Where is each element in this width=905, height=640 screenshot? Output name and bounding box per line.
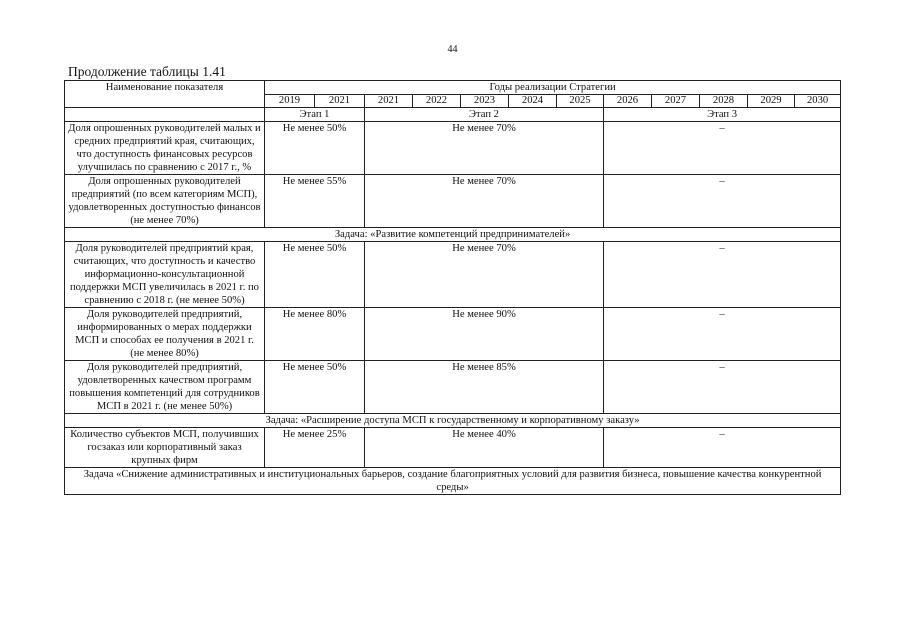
year-cell: 2023 [461, 95, 509, 108]
indicator-name: Доля опрошенных руководителей предприятий (по всем категориям МСП), удовлетворенных доступностью финансов (не менее 70%) [65, 175, 265, 228]
table-row [65, 122, 841, 175]
year-cell: 2024 [509, 95, 557, 108]
table-row [65, 242, 841, 308]
stage3-value: – [604, 361, 841, 414]
stage1-value: Не менее 50% [265, 242, 365, 308]
table-row [65, 175, 841, 228]
year-cell: 2026 [604, 95, 652, 108]
stage-1: Этап 1 [265, 108, 365, 122]
task-row [65, 414, 841, 428]
stage2-value: Не менее 70% [365, 122, 604, 175]
stage-2: Этап 2 [365, 108, 604, 122]
stage1-value: Не менее 25% [265, 428, 365, 468]
header-years-group: Годы реализации Стратегии [265, 81, 841, 95]
table-row [65, 361, 841, 414]
indicators-table [64, 80, 841, 495]
stage2-value: Не менее 70% [365, 242, 604, 308]
stage-spacer [65, 108, 265, 122]
table-row [65, 428, 841, 468]
stage1-value: Не менее 50% [265, 122, 365, 175]
year-cell: 2022 [413, 95, 461, 108]
indicator-name: Доля руководителей предприятий, информированных о мерах поддержки МСП и способах ее получения в 2021 г. (не менее 80%) [65, 308, 265, 361]
task-title: Задача: «Развитие компетенций предпринимателей» [65, 228, 841, 242]
stage3-value: – [604, 428, 841, 468]
year-cell: 2021 [365, 95, 413, 108]
stage2-value: Не менее 40% [365, 428, 604, 468]
task-title: Задача: «Расширение доступа МСП к государственному и корпоративному заказу» [65, 414, 841, 428]
stages-row [65, 108, 841, 122]
indicator-name: Количество субъектов МСП, получивших госзаказ или корпоративный заказ крупных фирм [65, 428, 265, 468]
stage2-value: Не менее 70% [365, 175, 604, 228]
header-row [65, 81, 841, 95]
stage2-value: Не менее 85% [365, 361, 604, 414]
year-cell: 2029 [748, 95, 795, 108]
page-number: 44 [447, 44, 458, 55]
stage1-value: Не менее 55% [265, 175, 365, 228]
indicator-name: Доля руководителей предприятий края, считающих, что доступность и качество информационно-консультационной поддержки МСП увеличилась в 2021 г. по сравнению с 2018 г. (не менее 50%) [65, 242, 265, 308]
stage3-value: – [604, 122, 841, 175]
year-cell: 2027 [652, 95, 700, 108]
year-cell: 2030 [795, 95, 841, 108]
stage2-value: Не менее 90% [365, 308, 604, 361]
year-cell: 2021 [315, 95, 365, 108]
table-row [65, 308, 841, 361]
task-title: Задача «Снижение административных и институциональных барьеров, создание благоприятных условий для развития бизнеса, повышение качества конкурентной среды» [65, 468, 841, 495]
stage3-value: – [604, 308, 841, 361]
stage1-value: Не менее 50% [265, 361, 365, 414]
stage1-value: Не менее 80% [265, 308, 365, 361]
indicator-name: Доля руководителей предприятий, удовлетворенных качеством программ повышения компетенций для сотрудников МСП в 2021 г. (не менее 50%) [65, 361, 265, 414]
task-row [65, 468, 841, 495]
year-cell: 2019 [265, 95, 315, 108]
year-cell: 2025 [557, 95, 604, 108]
year-cell: 2028 [700, 95, 748, 108]
table-caption: Продолжение таблицы 1.41 [68, 64, 226, 79]
stage3-value: – [604, 242, 841, 308]
stage3-value: – [604, 175, 841, 228]
stage-3: Этап 3 [604, 108, 841, 122]
task-row [65, 228, 841, 242]
indicator-name: Доля опрошенных руководителей малых и средних предприятий края, считающих, что доступность финансовых ресурсов улучшилась по сравнению с 2017 г., % [65, 122, 265, 175]
header-indicator: Наименование показателя [65, 81, 265, 108]
